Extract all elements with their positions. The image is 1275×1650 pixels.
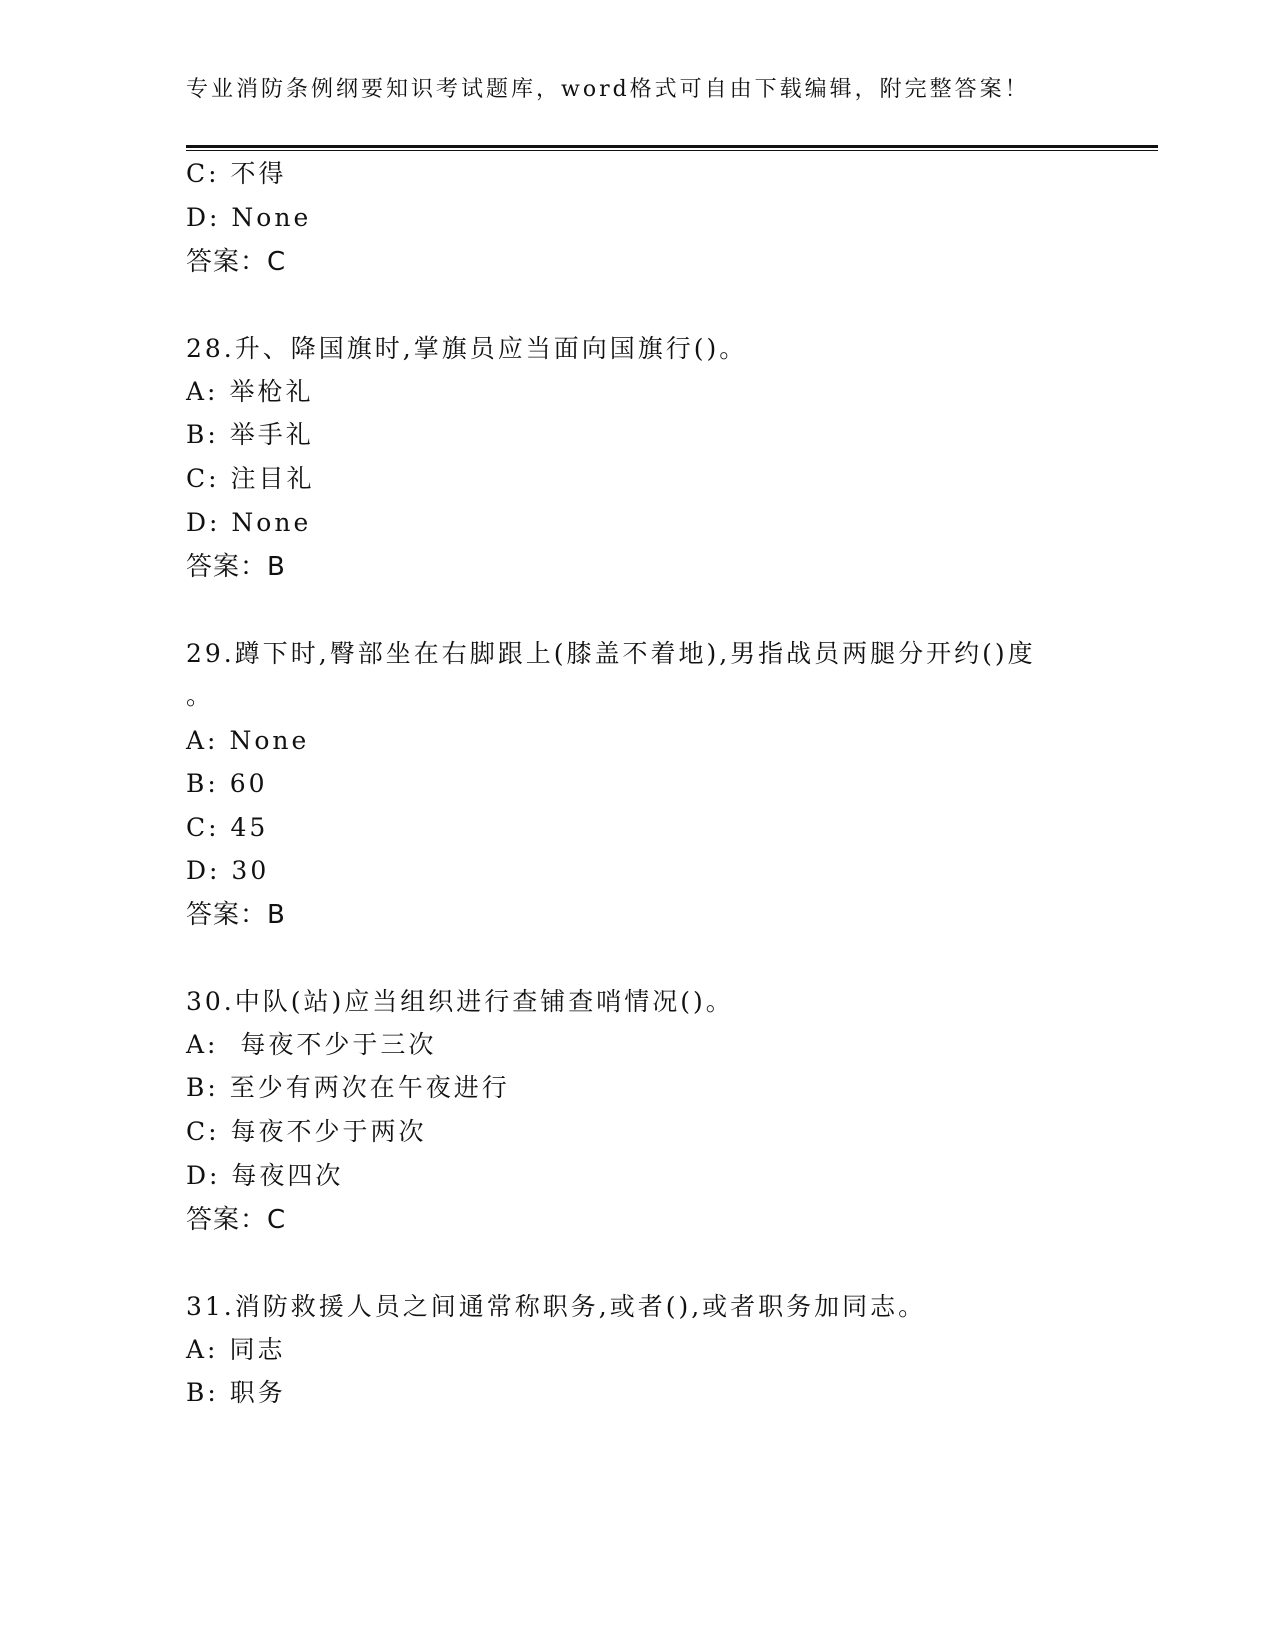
option-line: [186, 1330, 285, 1370]
option-label: C:: [186, 159, 220, 188]
option-text: 同志: [229, 1335, 286, 1364]
option-text: 60: [229, 769, 268, 798]
answer-line: 答案：C: [186, 247, 287, 277]
option-text: 每夜不少于三次: [229, 1030, 437, 1059]
option-line: [186, 198, 311, 238]
option-label: B:: [186, 769, 219, 798]
option-line: [186, 851, 269, 891]
option-text: 至少有两次在午夜进行: [229, 1073, 510, 1102]
option-label: A:: [186, 1030, 219, 1059]
option-label: B:: [186, 1073, 219, 1102]
option-text: 不得: [230, 159, 287, 188]
option-line: [186, 415, 314, 455]
option-label: D:: [186, 1161, 221, 1190]
option-label: A:: [186, 1335, 219, 1364]
answer-line: 答案：B: [186, 900, 286, 930]
option-text: None: [231, 203, 312, 232]
option-label: A:: [186, 726, 219, 755]
answer-line: 答案：C: [186, 1205, 287, 1235]
option-line: [186, 1068, 510, 1108]
option-label: C:: [186, 813, 220, 842]
option-text: 每夜四次: [231, 1161, 344, 1190]
option-text: 注目礼: [230, 464, 315, 493]
question-stem: 31.消防救援人员之间通常称职务,或者(),或者职务加同志。: [186, 1292, 927, 1321]
option-line: [186, 808, 268, 848]
option-label: D:: [186, 508, 221, 537]
option-line: [186, 1112, 427, 1152]
header-rule: [186, 145, 1158, 151]
option-label: C:: [186, 1117, 220, 1146]
option-text: None: [229, 726, 310, 755]
option-text: 举手礼: [229, 420, 314, 449]
option-label: C:: [186, 464, 220, 493]
option-label: D:: [186, 203, 221, 232]
option-label: B:: [186, 1378, 219, 1407]
question-stem: 28.升、降国旗时,掌旗员应当面向国旗行()。: [186, 334, 748, 363]
answer-line: 答案：B: [186, 552, 286, 582]
option-label: A:: [186, 377, 219, 406]
question-stem: 29.蹲下时,臀部坐在右脚跟上(膝盖不着地),男指战员两腿分开约()度: [186, 639, 1036, 668]
option-line: [186, 1373, 286, 1413]
page-header: 专业消防条例纲要知识考试题库，word格式可自由下载编辑，附完整答案！: [186, 77, 1030, 102]
option-line: [186, 154, 287, 194]
option-text: None: [231, 508, 312, 537]
option-label: B:: [186, 420, 219, 449]
option-text: 30: [231, 856, 270, 885]
option-line: [186, 503, 311, 543]
option-line: [186, 1156, 343, 1196]
option-text: 45: [230, 813, 269, 842]
option-line: [186, 764, 268, 804]
question-stem-continuation: 。: [186, 681, 215, 710]
option-label: D:: [186, 856, 221, 885]
option-text: 职务: [229, 1378, 286, 1407]
option-line: [186, 372, 313, 412]
option-line: [186, 459, 315, 499]
option-line: [186, 721, 309, 761]
option-text: 每夜不少于两次: [230, 1117, 427, 1146]
option-line: [186, 1025, 436, 1065]
option-text: 举枪礼: [229, 377, 314, 406]
question-stem: 30.中队(站)应当组织进行查铺查哨情况()。: [186, 987, 734, 1016]
